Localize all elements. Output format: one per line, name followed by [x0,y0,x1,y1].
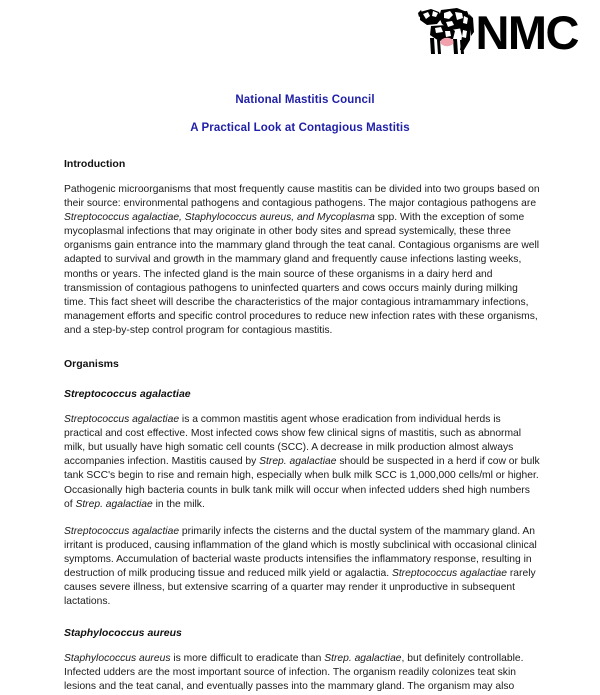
staph-p1-italic-1: Staphylococcus aureus [64,653,171,665]
organization-title: National Mastitis Council [235,94,375,106]
intro-paragraph [64,183,540,338]
nmc-logo [417,4,578,60]
strep-p1-text-2: should be suspected in a herd if cow or bulk tank SCC's begin to rise and remain high, especially when bulk milk SCC is 1,000,000 cells/ml or higher. Occasionally high bacteria counts in bulk tank milk will occur when infected udders shed high numbers of [64,456,540,510]
strep-p1-text-3: in the milk. [152,498,205,510]
strep-paragraph-2 [64,525,540,610]
intro-text-a: Pathogenic microorganisms that most frequently cause mastitis can be divided into two groups based on their source: environmental pathogens and contagious pathogens. The major contagious pathogens are [64,184,540,210]
strep-p1-text-1: is a common mastitis agent whose eradication from individual herds is practical and cost effective. Most infected cows show few clinical signs of mastitis, such as abnormal milk, but usually have high somatic cell counts (SCC). A decrease in milk production almost always accompanies infection. Mastitis caused by [64,414,522,468]
cow-world-map-icon [417,6,479,58]
staph-p1-italic-2: Strep. agalactiae [324,653,402,665]
strep-paragraph-1 [64,413,540,512]
title-block [0,94,600,134]
strep-p1-italic-2: Strep. agalactiae [259,456,337,468]
subheading-staph-aureus: Staphylococcus aureus [64,627,182,640]
heading-organisms: Organisms [64,358,119,371]
document-body [64,134,540,695]
intro-species-list: Streptococcus agalactiae, Staphylococcus aureus, and Mycoplasma [64,212,375,224]
strep-p2-text-1: primarily infects the cisterns and the ductal system of the mammary gland. An irritant is produced, causing inflammation of the gland which is mostly subclinical with occasional clinical symptoms. Accumulation of bacterial waste products intensifies the inflammatory response, resulting in destruction of milk producing tissue and reduced milk yield or agalactia. [64,525,537,579]
strep-p1-italic-3: Strep. agalactiae [75,498,153,510]
strep-p2-text-2: rarely causes severe illness, but extensive scarring of a quarter may render it unproductive in subsequent lactations. [64,567,536,608]
document-masthead [0,0,600,72]
staph-p1-text-1: is more difficult to eradicate than [170,653,325,665]
strep-p2-italic-2: Streptococcus agalactiae [391,567,508,579]
nmc-wordmark: NMC [475,5,578,59]
udder-shape [441,38,454,46]
intro-text-b: spp. With the exception of some mycoplasmal infections that may originate in other body sites and spread systemically, these three organisms gain entrance into the mammary gland through the teat canal. Contagious organisms are well adapted to survival and growth in the mammary gland and frequently cause infections lasting weeks, months or years. The infected gland is the main source of these organisms in a dairy herd and transmission of contagious pathogens to uninfected quarters and cows occurs mainly during milking time. This fact sheet will describe the characteristics of the major contagious intramammary infections, management efforts and specific control procedures to reduce new infection rates with these organisms, and a step-by-step control program for contagious mastitis. [64,212,540,336]
strep-p2-italic-1: Streptococcus agalactiae [64,525,180,537]
heading-introduction: Introduction [64,158,126,170]
strep-p1-italic-1: Streptococcus agalactiae [64,414,180,426]
staph-p1-text-2: , but definitely controllable. Infected udders are the most important source of infection. The organism readily colonizes teat skin lesions and the teat canal, and eventually passes into the mammary gland. The organism may also [64,653,524,693]
document-title: A Practical Look at Contagious Mastitis [190,122,410,134]
subheading-strep-agalactiae: Streptococcus agalactiae [64,388,191,401]
staph-paragraph-1 [64,652,540,694]
